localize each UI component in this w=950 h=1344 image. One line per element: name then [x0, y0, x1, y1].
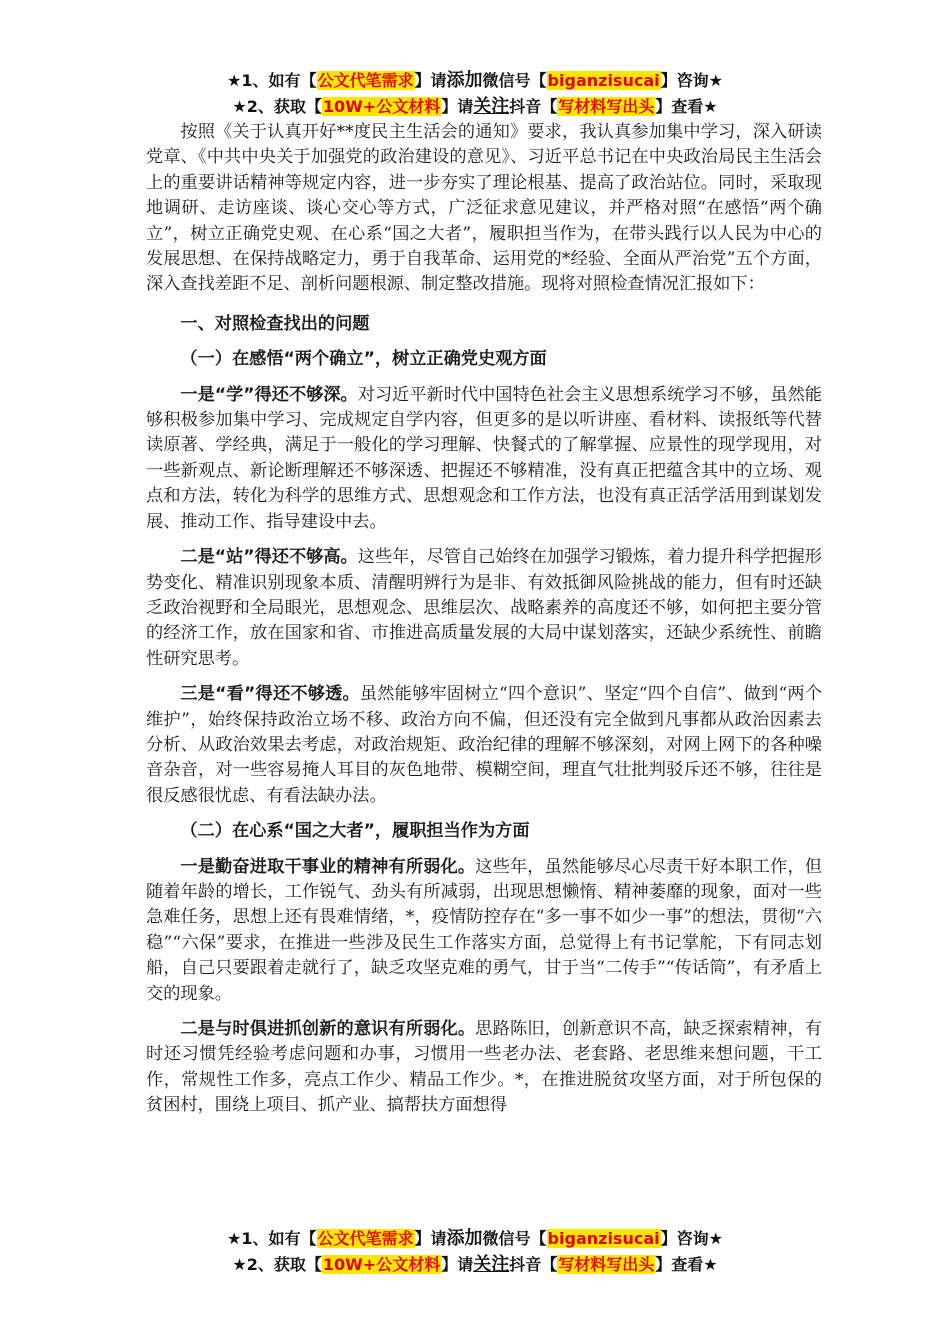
promo-text: 微信号【	[482, 1229, 547, 1248]
promo-text: ★1、如有【	[227, 1229, 317, 1248]
intro-paragraph: 按照《关于认真开好**度民主生活会的通知》要求，我认真参加集中学习，深入研读党章、《中共中央关于加强党的政治建设的意见》、习近平总书记在中央政治局民主生活会上的重要讲话精神等规定内容，进一步夯实了理论根基、提高了政治站位。同时，采取现地调研、走访座谈、谈心交心等方式，广泛征求意见建议，并严格对照“在感悟“两个确立”，树立正确党史观、在心系“国之大者”，履职担当作为，在带头践行以人民为中心的发展思想、在保持战略定力，勇于自我革命、运用党的*经验、全面从严治党”五个方面，深入查找差距不足、剖析问题根源、制定整改措施。现将对照检查情况汇报如下：	[146, 122, 822, 295]
promo-emphasis: 关注	[473, 96, 510, 117]
promo-douyin-id: 写材料写出头	[558, 1255, 655, 1274]
promo-text: 抖音【	[509, 1255, 558, 1274]
promo-text: 】查看★	[655, 1255, 718, 1274]
document-body	[146, 120, 822, 1119]
promo-emphasis: 关注	[473, 1254, 510, 1275]
promo-line-1	[0, 68, 950, 94]
promo-wechat-id: biganzisucai	[547, 71, 660, 90]
paragraph-text: 这些年，尽管自己始终在加强学习锻炼，着力提升科学把握形势变化、精准识别现象本质、清醒明辨行为是非、有效抵御风险挑战的能力，但有时还缺乏政治视野和全局眼光，思想观念、思维层次、战略素养的高度还不够，如何把主要分管的经济工作，放在国家和省、市推进高质量发展的大局中谋划落实，还缺少系统性、前瞻性研究思考。	[146, 547, 822, 669]
promo-highlight: 10W+公文材料	[322, 1255, 441, 1274]
promo-emphasis: 添加	[446, 1228, 483, 1249]
promo-text: 】咨询★	[660, 1229, 723, 1248]
promo-text: 】请	[441, 1255, 474, 1274]
paragraph-5	[146, 1017, 822, 1119]
paragraph-lead: 二是“站”得还不够高。	[180, 547, 358, 568]
header-promo-banner	[0, 68, 950, 120]
promo-text: 】请	[414, 71, 447, 90]
promo-emphasis: 添加	[446, 70, 483, 91]
promo-highlight: 公文代笔需求	[317, 1229, 414, 1248]
promo-text: ★1、如有【	[227, 71, 317, 90]
paragraph-3	[146, 682, 822, 809]
promo-line-2	[0, 1252, 950, 1278]
paragraph-4	[146, 855, 822, 1007]
promo-highlight: 10W+公文材料	[322, 97, 441, 116]
promo-text: 】查看★	[655, 97, 718, 116]
footer-promo-banner	[0, 1226, 950, 1278]
paragraph-lead: 一是“学”得还不够深。	[180, 384, 358, 405]
promo-text: 】请	[441, 97, 474, 116]
paragraph-lead: 三是“看”得还不够透。	[180, 684, 360, 705]
paragraph-text: 对习近平新时代中国特色社会主义思想系统学习不够，虽然能够积极参加集中学习、完成规定自学内容，但更多的是以听讲座、看材料、读报纸等代替读原著、学经典，满足于一般化的学习理解、快餐式的了解掌握、应景性的现学现用，对一些新观点、新论断理解还不够深透、把握还不够精准，没有真正把蕴含其中的立场、观点和方法，转化为科学的思维方式、思想观念和工作方法，也没有真正活学活用到谋划发展、推动工作、指导建设中去。	[146, 384, 822, 532]
promo-text: ★2、获取【	[232, 97, 322, 116]
subsection-heading-1: （一）在感悟“两个确立”，树立正确党史观方面	[180, 349, 547, 370]
promo-text: 抖音【	[509, 97, 558, 116]
promo-highlight: 公文代笔需求	[317, 71, 414, 90]
paragraph-text: 思路陈旧，创新意识不高，缺乏探索精神，有时还习惯凭经验考虑问题和办事，习惯用一些老办法、老套路、老思维来想问题，干工作，常规性工作多，亮点工作少、精品工作少。*，在推进脱贫攻坚方面，对于所包保的贫困村，围绕上项目、抓产业、搞帮扶方面想得	[146, 1019, 822, 1116]
paragraph-lead: 二是与时俱进抓创新的意识有所弱化。	[180, 1019, 476, 1039]
promo-text: ★2、获取【	[232, 1255, 322, 1274]
paragraph-lead: 一是勤奋进取干事业的精神有所弱化。	[180, 856, 476, 877]
promo-text: 】请	[414, 1229, 447, 1248]
promo-line-2	[0, 94, 950, 120]
section-heading: 一、对照检查找出的问题	[180, 313, 370, 334]
subsection-heading-2: （二）在心系“国之大者”，履职担当作为方面	[180, 821, 530, 842]
promo-line-1	[0, 1226, 950, 1252]
promo-text: 微信号【	[482, 71, 547, 90]
paragraph-2	[146, 545, 822, 672]
promo-wechat-id: biganzisucai	[547, 1229, 660, 1248]
paragraph-1	[146, 383, 822, 535]
promo-douyin-id: 写材料写出头	[558, 97, 655, 116]
paragraph-text: 虽然能够牢固树立“四个意识”、坚定“四个自信”、做到“两个维护”，始终保持政治立场不移、政治方向不偏，但还没有完全做到凡事都从政治因素去分析、从政治效果去考虑，对政治规矩、政治纪律的理解不够深刻，对网上网下的各种噪音杂音，对一些容易掩人耳目的灰色地带、模糊空间，理直气壮批判驳斥还不够，往往是很反感很忧虑、有看法缺办法。	[146, 684, 823, 806]
promo-text: 】咨询★	[660, 71, 723, 90]
paragraph-text: 这些年，虽然能够尽心尽责干好本职工作，但随着年龄的增长，工作锐气、劲头有所减弱，出现思想懒惰、精神萎靡的现象，面对一些急难任务，思想上还有畏难情绪，*，疫情防控存在“多一事不如少一事”的想法，贯彻“六稳”“六保”要求，在推进一些涉及民生工作落实方面，总觉得上有书记掌舵，下有同志划船，自己只要跟着走就行了，缺乏攻坚克难的勇气，甘于当“二传手”“传话筒”，有矛盾上交的现象。	[146, 856, 822, 1004]
